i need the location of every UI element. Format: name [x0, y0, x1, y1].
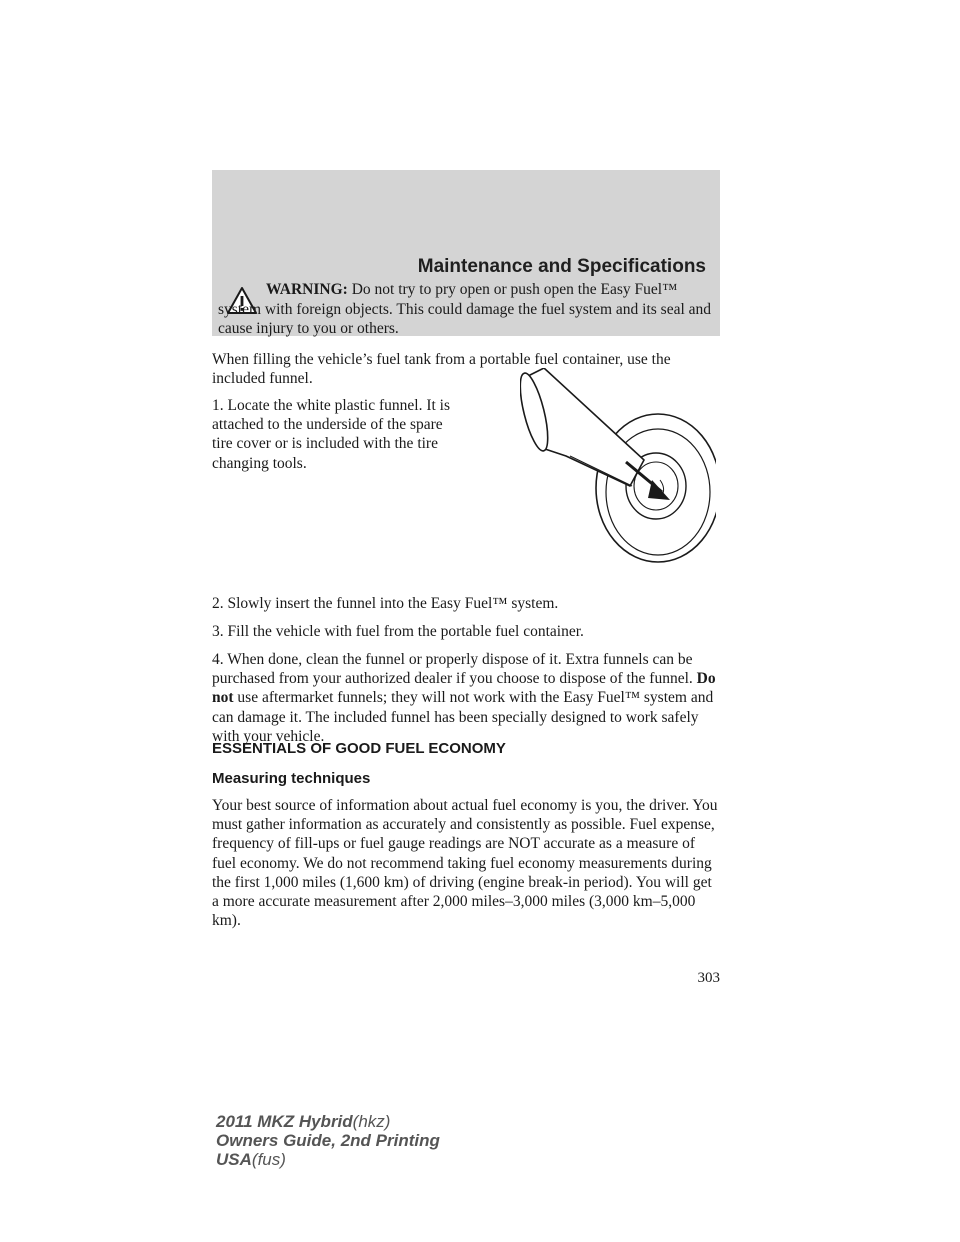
- step-4: [212, 650, 722, 746]
- warning-rest: Fuel™ system with foreign objects. This could damage the fuel system and its seal and cause injury to you or others.: [218, 281, 712, 337]
- footer-model-code: (hkz): [352, 1112, 391, 1131]
- step-2: 2. Slowly insert the funnel into the Easy Fuel™ system.: [212, 595, 559, 612]
- warning-box: [212, 280, 720, 336]
- easy-fuel-funnel-illustration: [520, 368, 716, 568]
- header-band: [212, 170, 720, 280]
- footer-market: USA: [216, 1150, 252, 1169]
- footer-market-code: (fus): [251, 1150, 286, 1169]
- step-4-text-a: 4. When done, clean the funnel or properly dispose of it. Extra funnels can be purchased from your authorized dealer if you choose to dispose of the funnel.: [212, 651, 693, 688]
- section-paragraph: Your best source of information about actual fuel economy is you, the driver. You must gather information as accurately and consistently as possible. Fuel expense, frequency of fill-ups or fuel gauge readings are NOT accurate as a measure of fuel economy. We do not recommend taking fuel economy measurements during the first 1,000 miles (1,600 km) of driving (engine break-in period). You will get a more accurate measurement after 2,000 miles–3,000 miles (3,000 km–5,000 km).: [212, 797, 718, 930]
- footer-guide: Owners Guide, 2nd Printing: [216, 1131, 440, 1150]
- page-number: 303: [697, 970, 720, 986]
- warning-text: [218, 280, 714, 339]
- footer: [216, 1112, 440, 1169]
- step-3: 3. Fill the vehicle with fuel from the portable fuel container.: [212, 623, 584, 640]
- warning-label: WARNING:: [266, 281, 348, 298]
- footer-model: 2011 MKZ Hybrid: [216, 1112, 353, 1131]
- section-subheading: Measuring techniques: [212, 770, 371, 787]
- intro-paragraph: When filling the vehicle’s fuel tank from a portable fuel container, use the included funnel.: [212, 351, 671, 388]
- step-1: 1. Locate the white plastic funnel. It is attached to the underside of the spare tire cover or is included with the tire changing tools.: [212, 397, 451, 472]
- warning-line1: Do not try to pry open or push open the Easy: [351, 281, 631, 298]
- section-heading: ESSENTIALS OF GOOD FUEL ECONOMY: [212, 740, 506, 757]
- step-4-text-b: use aftermarket funnels; they will not work with the Easy Fuel™ system and can damage it. The included funnel has been specially designed to work safely with your vehicle.: [212, 689, 714, 745]
- step-4-do-not: Do not: [212, 670, 716, 707]
- page-section-title: Maintenance and Specifications: [417, 256, 706, 277]
